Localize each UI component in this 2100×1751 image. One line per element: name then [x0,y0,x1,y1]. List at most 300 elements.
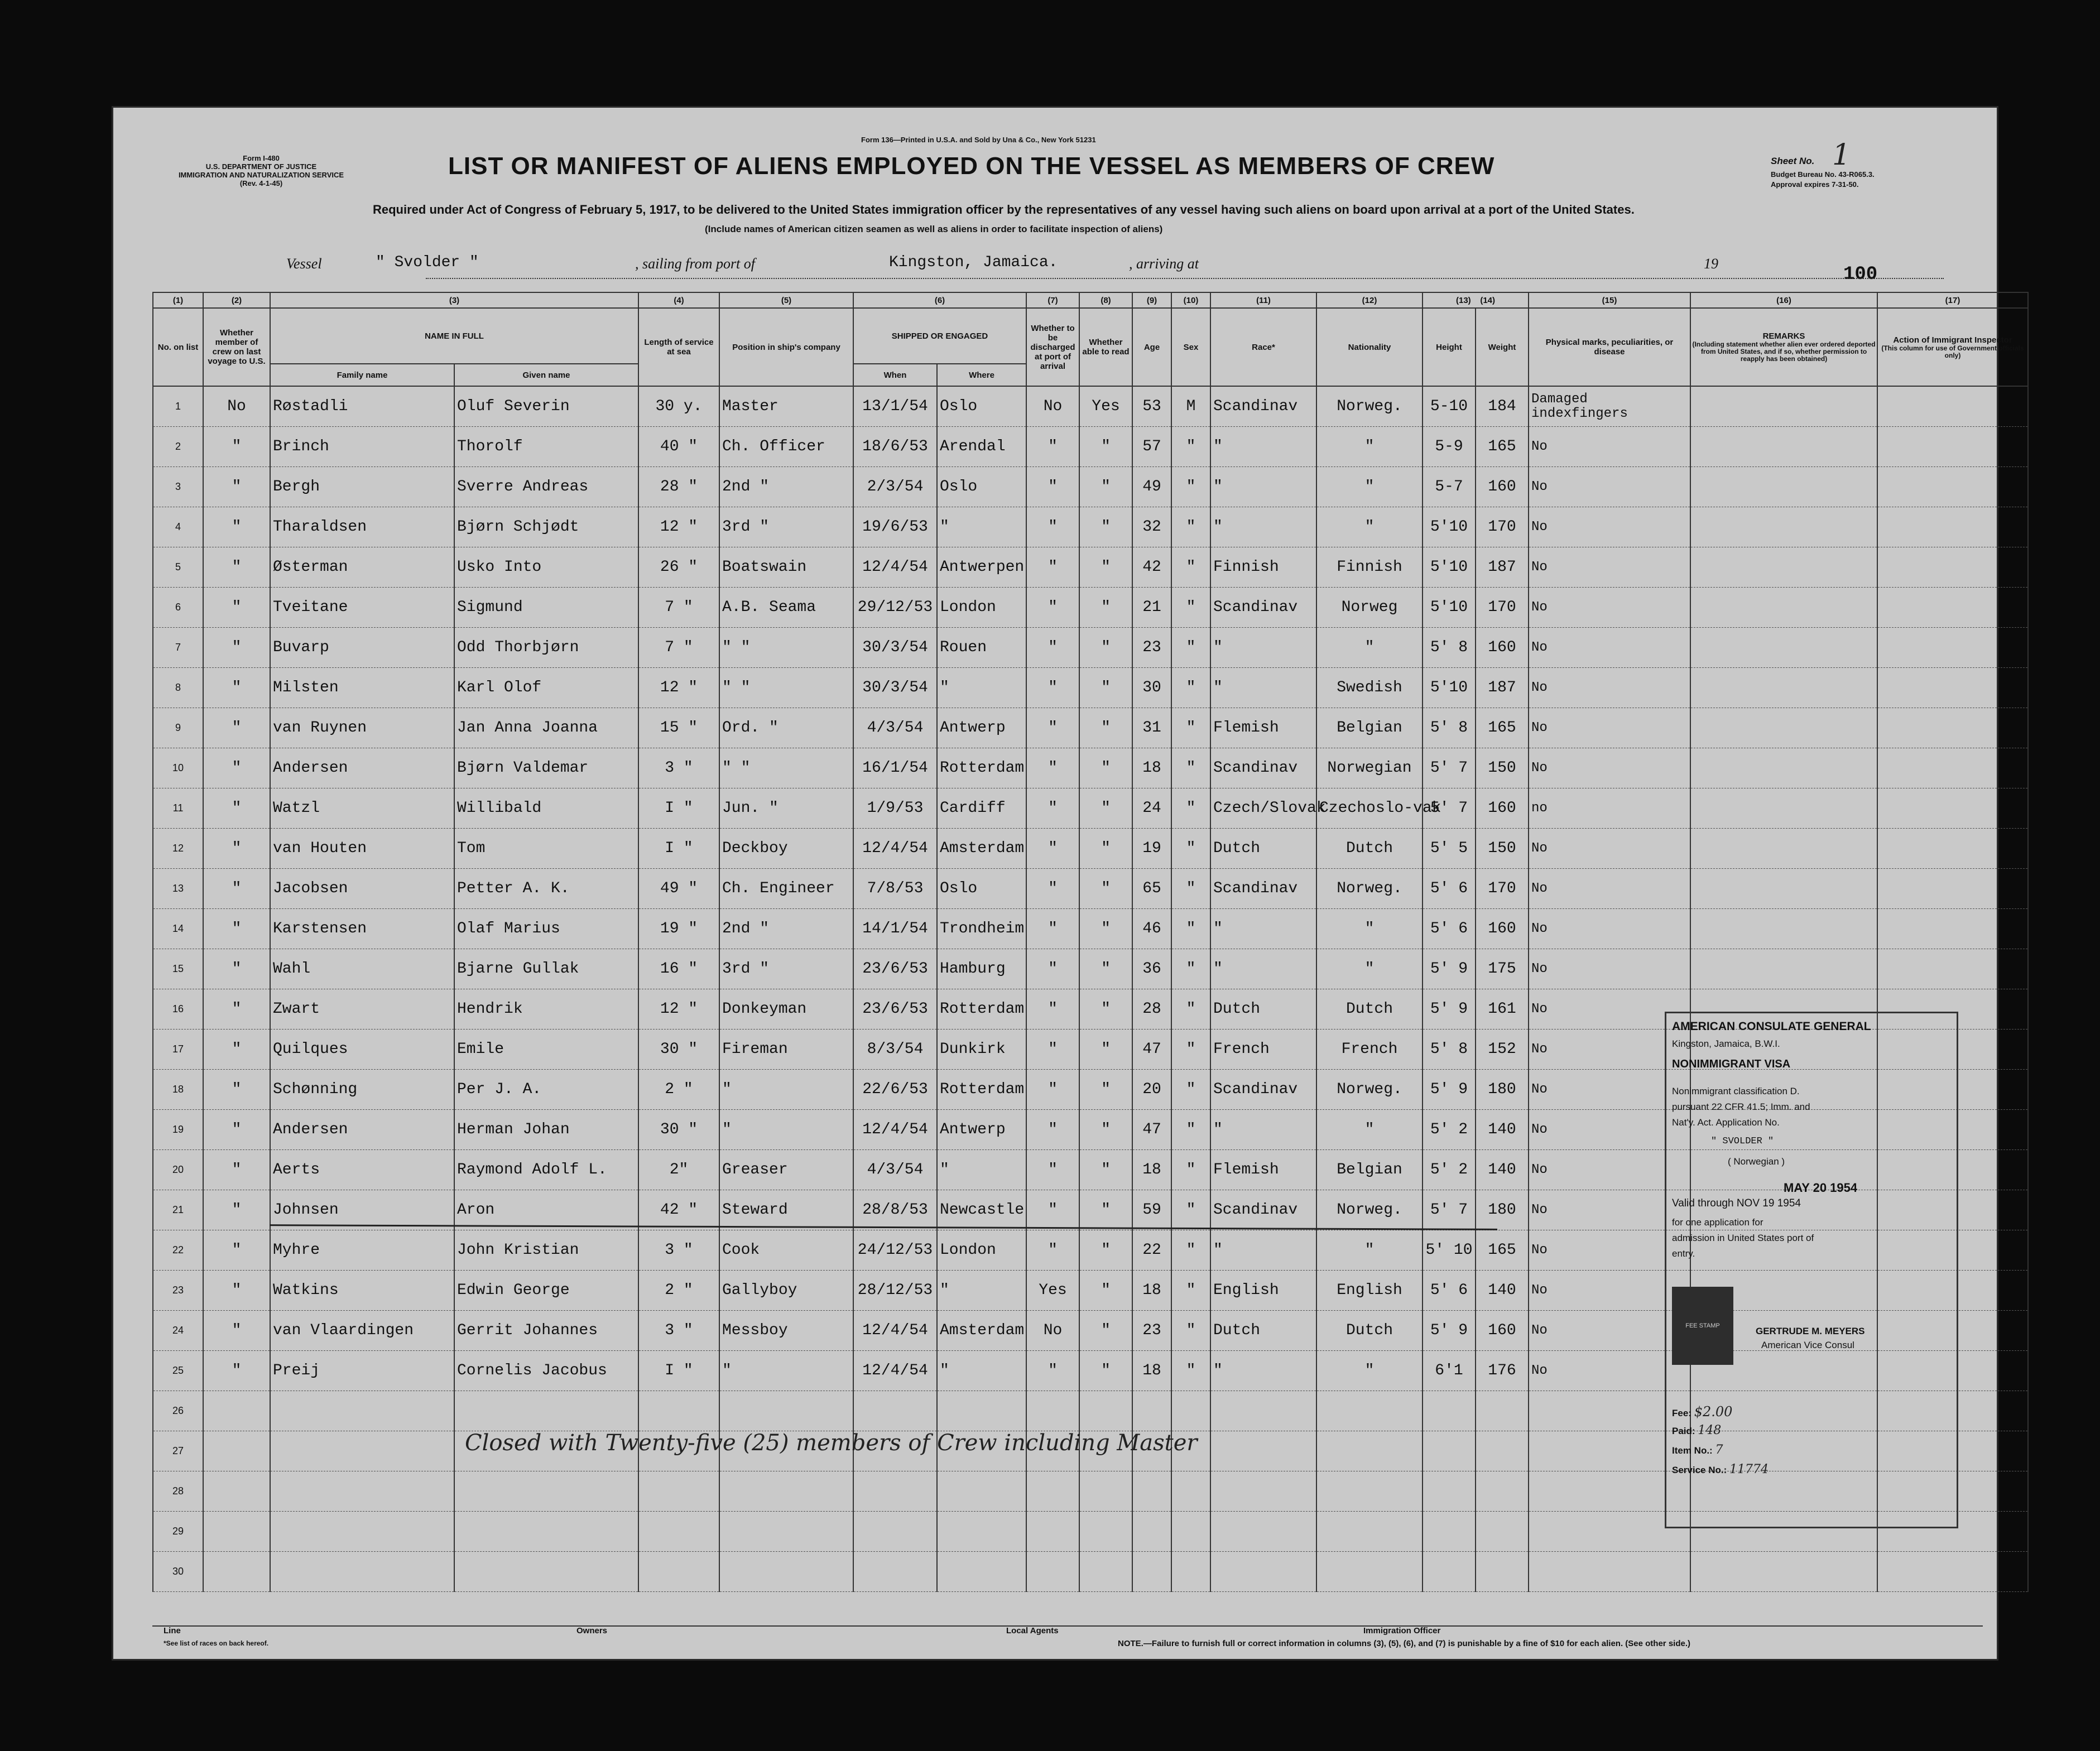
cell-nationality [1316,1512,1423,1552]
cell-discharged: " [1026,668,1079,708]
vessel-name: " Svolder " [376,254,479,271]
col-num: (8) [1079,292,1132,308]
cell-given-name: Bjarne Gullak [454,949,638,989]
footer-races-note: *See list of races on back hereof. [164,1639,269,1647]
cell-remarks [1690,748,1877,788]
cell-shipped-when: 29/12/53 [853,588,937,628]
cell-age: 47 [1132,1110,1171,1150]
cell-service-length: I " [638,788,719,829]
cell-service-length: 12 " [638,989,719,1030]
cell-remarks [1690,386,1877,427]
cell-sex: " [1171,989,1210,1030]
header-height: Height [1423,308,1476,386]
footer-line: Line [164,1626,181,1635]
col-num: (13) [1455,295,1471,305]
cell-shipped-when: 24/12/53 [853,1230,937,1271]
table-row [153,507,2028,547]
cell-race: Scandinav [1210,1190,1316,1230]
header-action-title: Action of Immigrant Inspector [1893,335,2012,345]
cell-family-name: van Vlaardingen [270,1311,454,1351]
cell-able-to-read: " [1079,949,1132,989]
paid-line [1672,1423,1721,1437]
cell-row-number: 15 [153,949,203,989]
cell-physical-marks: No [1529,668,1690,708]
cell-family-name: Milsten [270,668,454,708]
vessel-label: Vessel [286,256,322,272]
cell-shipped-when: 12/4/54 [853,1311,937,1351]
cell-row-number: 16 [153,989,203,1030]
cell-weight: 176 [1476,1351,1529,1391]
cell-sex [1171,1552,1210,1592]
cell-remarks [1690,788,1877,829]
cell-height: 5' 9 [1423,1311,1476,1351]
cell-position [719,1512,853,1552]
cell-race: Finnish [1210,547,1316,588]
cell-service-length: 3 " [638,1311,719,1351]
cell-given-name: Usko Into [454,547,638,588]
cell-sex: " [1171,1110,1210,1150]
cell-physical-marks: No [1529,1070,1690,1110]
cell-row-number: 8 [153,668,203,708]
cell-age [1132,1391,1171,1431]
cell-race: Scandinav [1210,386,1316,427]
cell-position: Jun. " [719,788,853,829]
cell-sex: " [1171,1271,1210,1311]
cell-weight [1476,1552,1529,1592]
cell-physical-marks: No [1529,708,1690,748]
cell-family-name: Aerts [270,1150,454,1190]
cell-service-length: 28 " [638,467,719,507]
header-remarks-note: (Including statement whether alien ever ordered deported from United States, and if so, whether permission to reapply has been obtained) [1692,340,1876,363]
cell-shipped-when: 14/1/54 [853,909,937,949]
cell-race: Flemish [1210,1150,1316,1190]
cell-shipped-where: Newcastle [937,1190,1026,1230]
cell-race [1210,1431,1316,1471]
cell-shipped-when: 23/6/53 [853,949,937,989]
cell-weight [1476,1391,1529,1431]
stamp-admission: for one application for [1672,1217,1763,1228]
cell-able-to-read: " [1079,1070,1132,1110]
service-label: Service No.: [1672,1465,1727,1475]
cell-service-length [638,1552,719,1592]
cell-sex: " [1171,467,1210,507]
cell-given-name [454,1512,638,1552]
cell-row-number: 28 [153,1471,203,1512]
cell-sex: " [1171,949,1210,989]
cell-inspector-action [1877,467,2028,507]
cell-position: Cook [719,1230,853,1271]
cell-physical-marks: No [1529,1030,1690,1070]
cell-remarks [1690,507,1877,547]
cell-nationality: " [1316,427,1423,467]
cell-nationality [1316,1431,1423,1471]
cell-family-name: Karstensen [270,909,454,949]
cell-physical-marks: No [1529,547,1690,588]
manifest-form [112,106,2024,1661]
table-row [153,829,2028,869]
cell-discharged: " [1026,1070,1079,1110]
header-physical-marks: Physical marks, peculiarities, or disease [1529,308,1690,386]
cell-row-number: 22 [153,1230,203,1271]
cell-age: 20 [1132,1070,1171,1110]
cell-remarks [1690,668,1877,708]
cell-race: " [1210,1351,1316,1391]
cell-remarks [1690,467,1877,507]
header-race: Race* [1210,308,1316,386]
cell-discharged: " [1026,1190,1079,1230]
cell-shipped-where: Antwerp [937,708,1026,748]
cell-nationality: Czechoslo-vak [1316,788,1423,829]
cell-inspector-action [1877,547,2028,588]
cell-service-length: 16 " [638,949,719,989]
col-num: (10) [1171,292,1210,308]
cell-height: 6'1 [1423,1351,1476,1391]
cell-remarks [1690,427,1877,467]
vessel-rule [426,278,1944,279]
cell-row-number: 18 [153,1070,203,1110]
cell-race: Dutch [1210,989,1316,1030]
sheet-number: 1 [1832,138,1851,172]
header-position: Position in ship's company [719,308,853,386]
header-previous-voyage: Whether member of crew on last voyage to U.S. [203,308,270,386]
cell-age: 30 [1132,668,1171,708]
cell-previous-voyage: " [203,1190,270,1230]
cell-row-number: 30 [153,1552,203,1592]
cell-height: 5' 8 [1423,628,1476,668]
cell-inspector-action [1877,1552,2028,1592]
col-num: (12) [1316,292,1423,308]
table-row [153,909,2028,949]
cell-given-name: John Kristian [454,1230,638,1271]
cell-shipped-where: " [937,1271,1026,1311]
cell-service-length: 7 " [638,588,719,628]
cell-nationality: Belgian [1316,1150,1423,1190]
cell-nationality: French [1316,1030,1423,1070]
cell-position: Messboy [719,1311,853,1351]
cell-weight: 180 [1476,1070,1529,1110]
header-able-to-read: Whether able to read [1079,308,1132,386]
stamp-location: Kingston, Jamaica, B.W.I. [1672,1038,1780,1049]
cell-shipped-when: 28/12/53 [853,1271,937,1311]
item-label: Item No.: [1672,1445,1713,1456]
cell-nationality: " [1316,949,1423,989]
cell-given-name: Cornelis Jacobus [454,1351,638,1391]
sheet-label: Sheet No. [1771,156,1815,166]
cell-position: Steward [719,1190,853,1230]
cell-row-number: 23 [153,1271,203,1311]
cell-remarks [1690,547,1877,588]
cell-row-number: 14 [153,909,203,949]
cell-height: 5' 5 [1423,829,1476,869]
cell-position [719,1471,853,1512]
cell-previous-voyage [203,1512,270,1552]
cell-height: 5' 7 [1423,1190,1476,1230]
cell-family-name: Buvarp [270,628,454,668]
stamp-consulate: AMERICAN CONSULATE GENERAL [1672,1020,1871,1033]
cell-position: Boatswain [719,547,853,588]
cell-physical-marks: No [1529,507,1690,547]
cell-family-name: Andersen [270,1110,454,1150]
cell-physical-marks: No [1529,1230,1690,1271]
cell-nationality [1316,1391,1423,1431]
cell-able-to-read: " [1079,1351,1132,1391]
cell-height: 5'10 [1423,547,1476,588]
cell-shipped-where [937,1512,1026,1552]
cell-previous-voyage: " [203,989,270,1030]
cell-position: Ch. Engineer [719,869,853,909]
cell-discharged: " [1026,507,1079,547]
cell-weight: 161 [1476,989,1529,1030]
cell-discharged: " [1026,1230,1079,1271]
cell-shipped-where: Amsterdam [937,1311,1026,1351]
cell-shipped-when: 18/6/53 [853,427,937,467]
cell-nationality: Swedish [1316,668,1423,708]
cell-previous-voyage: " [203,708,270,748]
cell-family-name: Schønning [270,1070,454,1110]
cell-shipped-when: 12/4/54 [853,547,937,588]
cell-position: " " [719,748,853,788]
cell-given-name: Thorolf [454,427,638,467]
cell-service-length: 30 " [638,1030,719,1070]
cell-given-name: Bjørn Schjødt [454,507,638,547]
cell-weight: 140 [1476,1271,1529,1311]
cell-physical-marks: Damaged indexfingers [1529,386,1690,427]
cell-inspector-action [1877,909,2028,949]
cell-physical-marks [1529,1552,1690,1592]
cell-previous-voyage: " [203,1070,270,1110]
cell-previous-voyage: " [203,1311,270,1351]
cell-age: 18 [1132,1271,1171,1311]
cell-height [1423,1391,1476,1431]
cell-shipped-when: 12/4/54 [853,829,937,869]
cell-discharged: " [1026,628,1079,668]
cell-family-name: Bergh [270,467,454,507]
cell-service-length: 2 " [638,1070,719,1110]
cell-able-to-read [1079,1552,1132,1592]
stamp-nationality: ( Norwegian ) [1728,1156,1785,1167]
cell-weight: 165 [1476,708,1529,748]
cell-shipped-where: London [937,588,1026,628]
table-row [153,788,2028,829]
cell-shipped-when: 22/6/53 [853,1070,937,1110]
cell-family-name [270,1512,454,1552]
cell-able-to-read: " [1079,708,1132,748]
cell-service-length: 12 " [638,507,719,547]
header-action-note: (This column for use of Government officials only) [1881,344,2024,359]
agency-block [166,154,356,187]
closing-note: Closed with Twenty-five (25) members of Crew including Master [465,1430,1198,1456]
cell-age: 21 [1132,588,1171,628]
cell-given-name: Petter A. K. [454,869,638,909]
table-row [153,427,2028,467]
cell-height: 5'10 [1423,668,1476,708]
cell-service-length: 30 y. [638,386,719,427]
footer-officer: Immigration Officer [1363,1626,1441,1635]
cell-discharged: No [1026,386,1079,427]
cell-weight: 140 [1476,1110,1529,1150]
cell-family-name: Myhre [270,1230,454,1271]
cell-age: 46 [1132,909,1171,949]
cell-discharged: " [1026,588,1079,628]
arriving-label: , arriving at [1129,256,1199,272]
footer-fine-note: NOTE.—Failure to furnish full or correct information in columns (3), (5), (6), and (7) is punishable by a fine of $10 for each alien. (See other side.) [1118,1639,1690,1648]
cell-discharged [1026,1552,1079,1592]
budget-bureau: Budget Bureau No. 43-R065.3. [1771,170,1875,179]
cell-discharged [1026,1512,1079,1552]
cell-race: Scandinav [1210,1070,1316,1110]
cell-height: 5' 8 [1423,708,1476,748]
cell-age [1132,1552,1171,1592]
cell-sex [1171,1471,1210,1512]
cell-discharged: " [1026,1150,1079,1190]
cell-position: Master [719,386,853,427]
cell-discharged: " [1026,1351,1079,1391]
fee-line [1672,1404,1732,1420]
cell-family-name: Watzl [270,788,454,829]
cell-weight: 140 [1476,1150,1529,1190]
cell-weight: 160 [1476,788,1529,829]
cell-service-length: 30 " [638,1110,719,1150]
cell-weight: 184 [1476,386,1529,427]
cell-discharged: " [1026,788,1079,829]
cell-able-to-read: " [1079,588,1132,628]
cell-sex: " [1171,788,1210,829]
cell-sex: " [1171,427,1210,467]
cell-previous-voyage: " [203,1230,270,1271]
cell-shipped-where: Rotterdam [937,1070,1026,1110]
cell-previous-voyage [203,1431,270,1471]
cell-sex: " [1171,1351,1210,1391]
cell-family-name: Zwart [270,989,454,1030]
cell-discharged: No [1026,1311,1079,1351]
header-remarks-title: REMARKS [1762,331,1805,341]
cell-position: Fireman [719,1030,853,1070]
table-row [153,869,2028,909]
cell-previous-voyage: " [203,1351,270,1391]
cell-position: " [719,1070,853,1110]
sailing-label: , sailing from port of [635,256,756,272]
cell-row-number: 7 [153,628,203,668]
cell-height: 5' 9 [1423,949,1476,989]
stamp-classification: Nonimmigrant classification D. [1672,1086,1800,1096]
cell-row-number: 11 [153,788,203,829]
cell-previous-voyage [203,1552,270,1592]
header-sex: Sex [1171,308,1210,386]
cell-given-name: Gerrit Johannes [454,1311,638,1351]
cell-physical-marks: No [1529,1271,1690,1311]
cell-sex: " [1171,1311,1210,1351]
cell-inspector-action [1877,788,2028,829]
cell-race: Scandinav [1210,588,1316,628]
cell-previous-voyage: " [203,788,270,829]
cell-able-to-read: " [1079,829,1132,869]
cell-sex: " [1171,869,1210,909]
cell-row-number: 29 [153,1512,203,1552]
cell-able-to-read: " [1079,547,1132,588]
cell-inspector-action [1877,668,2028,708]
paid-label: Paid: [1672,1426,1695,1436]
cell-previous-voyage [203,1471,270,1512]
cell-shipped-where: Antwerp [937,1110,1026,1150]
stamp-regulation: pursuant 22 CFR 41.5; Imm. and [1672,1101,1810,1112]
cell-shipped-where: Rouen [937,628,1026,668]
header-no-on-list: No. on list [153,308,203,386]
cell-weight: 160 [1476,628,1529,668]
cell-family-name: Andersen [270,748,454,788]
header-shipped-or-engaged: SHIPPED OR ENGAGED [853,308,1026,364]
cell-service-length: 40 " [638,427,719,467]
cell-nationality [1316,1471,1423,1512]
cell-nationality: " [1316,467,1423,507]
cell-sex: " [1171,668,1210,708]
year-label: 19 [1704,256,1718,272]
cell-row-number: 1 [153,386,203,427]
cell-inspector-action [1877,386,2028,427]
cell-row-number: 12 [153,829,203,869]
cell-discharged: " [1026,427,1079,467]
cell-position: 3rd " [719,507,853,547]
cell-position: " [719,1351,853,1391]
cell-given-name: Jan Anna Joanna [454,708,638,748]
cell-position: " " [719,668,853,708]
cell-able-to-read: " [1079,1271,1132,1311]
header-discharged: Whether to be discharged at port of arrival [1026,308,1079,386]
cell-given-name: Tom [454,829,638,869]
list-number: 100 [1843,264,1878,285]
cell-given-name: Willibald [454,788,638,829]
cell-position: " [719,1110,853,1150]
cell-nationality: Dutch [1316,989,1423,1030]
cell-physical-marks: no [1529,788,1690,829]
cell-height [1423,1431,1476,1471]
cell-race: " [1210,628,1316,668]
table-row [153,547,2028,588]
cell-sex [1171,1391,1210,1431]
cell-previous-voyage: " [203,909,270,949]
cell-height: 5' 9 [1423,1070,1476,1110]
col-num-pair [1423,292,1529,308]
cell-position: Donkeyman [719,989,853,1030]
table-row [153,708,2028,748]
cell-discharged: " [1026,909,1079,949]
cell-shipped-where: " [937,1351,1026,1391]
cell-physical-marks: No [1529,909,1690,949]
cell-age: 18 [1132,1351,1171,1391]
cell-physical-marks: No [1529,427,1690,467]
cell-age: 31 [1132,708,1171,748]
table-row [153,748,2028,788]
cell-age: 32 [1132,507,1171,547]
cell-remarks [1690,869,1877,909]
cell-row-number: 2 [153,427,203,467]
cell-family-name: Røstadli [270,386,454,427]
cell-physical-marks: No [1529,588,1690,628]
col-num: (4) [638,292,719,308]
cell-weight: 175 [1476,949,1529,989]
stamp-application: Nat'y. Act. Application No. [1672,1117,1780,1128]
cell-age: 42 [1132,547,1171,588]
cell-nationality: " [1316,628,1423,668]
cell-weight: 170 [1476,507,1529,547]
cell-family-name: Preij [270,1351,454,1391]
cell-position: Ord. " [719,708,853,748]
stamp-port: admission in United States port of [1672,1233,1814,1243]
cell-previous-voyage: " [203,949,270,989]
table-row [153,588,2028,628]
cell-able-to-read: " [1079,1110,1132,1150]
cell-row-number: 25 [153,1351,203,1391]
cell-height: 5' 7 [1423,748,1476,788]
